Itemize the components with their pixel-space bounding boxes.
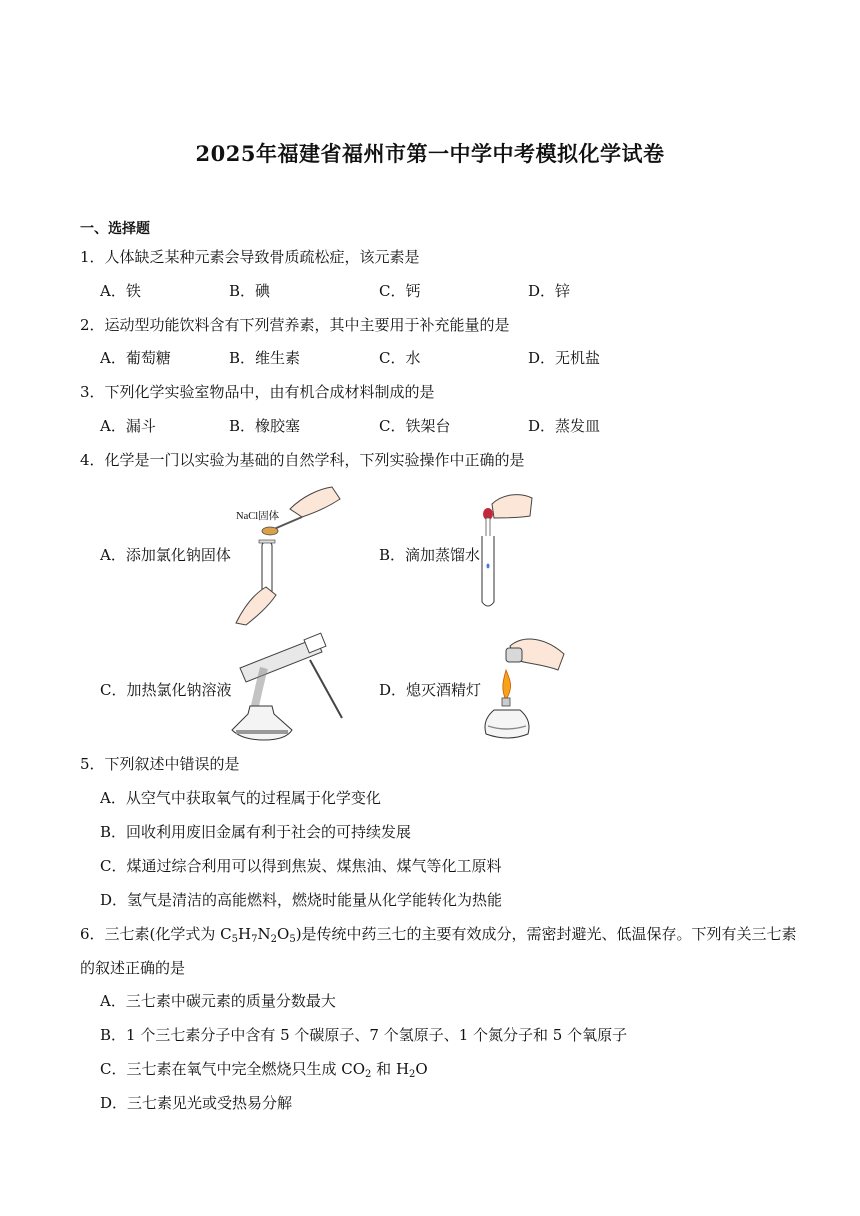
question-1-stem: 1．人体缺乏某种元素会导致骨质疏松症，该元素是 bbox=[80, 248, 420, 266]
q6-option-c-part-c: O bbox=[415, 1060, 428, 1078]
question-5-stem: 5．下列叙述中错误的是 bbox=[80, 755, 240, 773]
q6-h: H bbox=[238, 925, 252, 943]
page-title: 2025年福建省福州市第一中学中考模拟化学试卷 bbox=[195, 141, 665, 166]
q2-option-c[interactable]: C．水 bbox=[379, 349, 421, 367]
q2-option-d[interactable]: D．无机盐 bbox=[528, 349, 601, 367]
q5-option-b[interactable]: B．回收利用废旧金属有利于社会的可持续发展 bbox=[100, 823, 412, 841]
q5-option-c[interactable]: C．煤通过综合利用可以得到焦炭、煤焦油、煤气等化工原料 bbox=[100, 857, 502, 875]
question-3-stem: 3．下列化学实验室物品中，由有机合成材料制成的是 bbox=[80, 383, 435, 401]
q6-option-c[interactable] bbox=[100, 1059, 428, 1079]
q6-n: N bbox=[257, 925, 271, 943]
q6-option-c-part-b: 和 H bbox=[371, 1060, 410, 1078]
q5-option-a[interactable]: A．从空气中获取氧气的过程属于化学变化 bbox=[100, 789, 381, 807]
q2-option-a[interactable]: A．葡萄糖 bbox=[100, 349, 171, 367]
figure-dropper-water bbox=[476, 490, 534, 612]
q6-stem-part-b: )是传统中药三七的主要有效成分，需密封避光、低温保存。下列有关三七素 bbox=[295, 925, 797, 943]
q1-option-d[interactable]: D．锌 bbox=[528, 282, 571, 300]
question-4-stem: 4．化学是一门以实验为基础的自然学科，下列实验操作中正确的是 bbox=[80, 451, 525, 469]
figure-add-nacl-solid bbox=[232, 483, 344, 626]
q6-sub-c: 5 bbox=[231, 934, 239, 945]
q6-option-a[interactable]: A．三七素中碳元素的质量分数最大 bbox=[100, 992, 336, 1010]
q3-option-a[interactable]: A．漏斗 bbox=[100, 417, 156, 435]
q6-option-d[interactable]: D．三七素见光或受热易分解 bbox=[100, 1094, 293, 1112]
question-2-stem: 2．运动型功能饮料含有下列营养素，其中主要用于补充能量的是 bbox=[80, 316, 510, 334]
q2-option-b[interactable]: B．维生素 bbox=[229, 349, 301, 367]
q4-option-b[interactable]: B．滴加蒸馏水 bbox=[379, 546, 481, 564]
section-heading: 一、选择题 bbox=[80, 221, 150, 237]
q6-option-b[interactable]: B．1 个三七素分子中含有 5 个碳原子、7 个氢原子、1 个氮分子和 5 个氧原子 bbox=[100, 1026, 628, 1044]
q6-stem-part-a: 6．三七素(化学式为 C bbox=[80, 925, 232, 943]
q3-option-d[interactable]: D．蒸发皿 bbox=[528, 417, 601, 435]
q1-option-b[interactable]: B．碘 bbox=[229, 282, 271, 300]
nacl-solid-label: NaCl固体 bbox=[236, 511, 280, 522]
q4-option-a[interactable]: A．添加氯化钠固体 bbox=[100, 546, 231, 564]
q6-option-c-part-a: C．三七素在氧气中完全燃烧只生成 CO bbox=[100, 1060, 366, 1078]
q6-sub-o: 5 bbox=[289, 934, 296, 945]
q3-option-c[interactable]: C．铁架台 bbox=[379, 417, 451, 435]
q6-sub-n: 2 bbox=[270, 934, 277, 945]
q1-option-c[interactable]: C．钙 bbox=[379, 282, 421, 300]
q3-option-b[interactable]: B．橡胶塞 bbox=[229, 417, 301, 435]
figure-extinguish-lamp bbox=[480, 634, 568, 742]
q1-option-a[interactable]: A．铁 bbox=[100, 282, 141, 300]
q6-option-c-sub2: 2 bbox=[409, 1069, 416, 1080]
q6-option-c-sub1: 2 bbox=[365, 1069, 372, 1080]
question-6-stem bbox=[80, 924, 797, 944]
q6-o: O bbox=[277, 925, 290, 943]
figure-heat-solution bbox=[230, 632, 348, 742]
question-6-stem-line2: 的叙述正确的是 bbox=[80, 959, 186, 977]
q6-sub-h: 7 bbox=[251, 934, 258, 945]
q5-option-d[interactable]: D．氢气是清洁的高能燃料，燃烧时能量从化学能转化为热能 bbox=[100, 891, 503, 909]
q4-option-c[interactable]: C．加热氯化钠溶液 bbox=[100, 681, 232, 699]
q4-option-d[interactable]: D．熄灭酒精灯 bbox=[379, 681, 482, 699]
